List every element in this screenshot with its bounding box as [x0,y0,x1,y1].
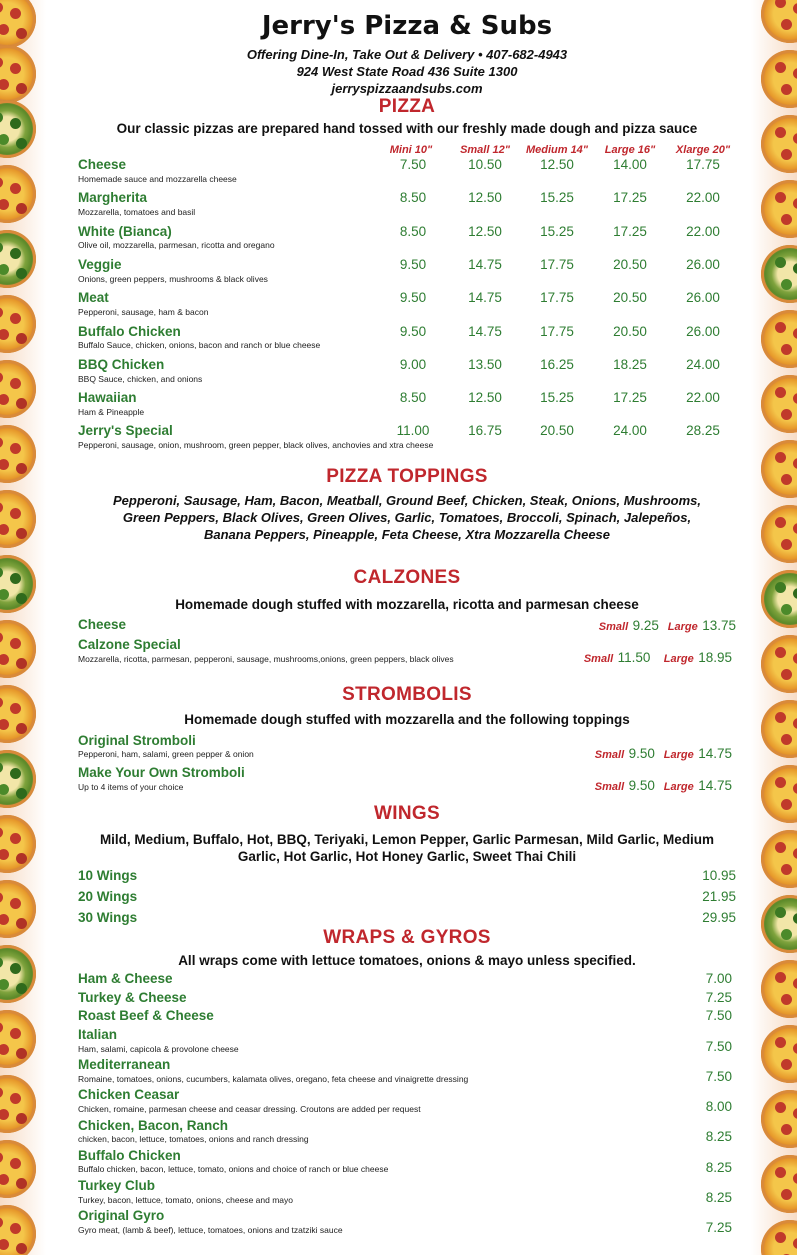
small-label: Small [594,781,625,793]
price-mini: 8.50 [399,190,427,205]
pizza-desc: Ham & Pineapple [78,407,145,417]
price-xlarge: 24.00 [686,357,720,372]
wrap-price: 8.25 [705,1160,732,1175]
size-large: Large 16" [604,144,656,156]
flavor-line: Mild, Medium, Buffalo, Hot, BBQ, Teriyaki, Lemon Pepper, Garlic Parmesan, Mild Garlic, Medium [99,832,715,847]
price-medium: 17.75 [540,290,574,305]
wrap-name: Italian [78,1027,118,1042]
large-label: Large [663,653,694,665]
stromboli-prices [595,745,732,763]
left-pizza-border [0,0,46,1255]
wrap-desc: Turkey, bacon, lettuce, tomato, onions, cheese and mayo [78,1195,293,1205]
price-xlarge: 26.00 [686,324,720,339]
strombolis-heading: STROMBOLIS [342,684,472,705]
wrap-price: 8.00 [705,1099,732,1114]
large-price: 18.95 [698,650,732,665]
small-label: Small [594,749,625,761]
large-price: 14.75 [698,778,732,793]
price-large: 20.50 [613,290,647,305]
toppings-heading: PIZZA TOPPINGS [326,466,488,487]
price-small: 12.50 [468,224,502,239]
price-small: 12.50 [468,190,502,205]
wrap-name: Chicken Ceasar [78,1087,180,1102]
wings-item: 20 Wings [78,889,138,904]
wrap-desc: Gyro meat, (lamb & beef), lettuce, tomatoes, onions and tzatziki sauce [78,1225,343,1235]
pizza-name: Meat [78,290,109,305]
price-small: 14.75 [468,290,502,305]
price-xlarge: 17.75 [686,157,720,172]
wrap-price: 7.25 [705,990,732,1005]
calzones-heading: CALZONES [353,567,461,588]
large-price: 13.75 [702,618,736,633]
pizza-name: Buffalo Chicken [78,324,181,339]
service-info: Offering Dine-In, Take Out & Delivery • 407-682-4943 [246,47,568,62]
pizza-description: Our classic pizzas are prepared hand tossed with our freshly made dough and pizza sauce [116,121,698,136]
wings-price: 29.95 [702,910,736,925]
price-large: 17.25 [613,190,647,205]
wrap-price: 7.50 [705,1039,732,1054]
size-small: Small 12" [460,144,510,156]
pizza-name: Cheese [78,157,127,172]
wrap-name: Chicken, Bacon, Ranch [78,1118,229,1133]
address: 924 West State Road 436 Suite 1300 [296,64,518,79]
price-small: 14.75 [468,324,502,339]
price-mini: 9.50 [399,324,427,339]
price-large: 17.25 [613,224,647,239]
stromboli-name: Make Your Own Stromboli [78,765,245,780]
calzone-desc: Mozzarella, ricotta, parmesan, pepperoni, sausage, mushrooms,onions, green peppers, black olives [78,654,454,664]
wrap-desc: Chicken, romaine, parmesan cheese and ceasar dressing. Croutons are added per request [78,1104,421,1114]
price-medium: 16.25 [540,357,574,372]
price-large: 17.25 [613,390,647,405]
calzones-description: Homemade dough stuffed with mozzarella, ricotta and parmesan cheese [175,597,639,612]
toppings-line: Pepperoni, Sausage, Ham, Bacon, Meatball, Ground Beef, Chicken, Steak, Onions, Mushrooms, [112,493,701,508]
wings-heading: WINGS [374,803,440,824]
pizza-name: Hawaiian [78,390,137,405]
pizza-name: White (Bianca) [78,224,172,239]
pizza-desc: Homemade sauce and mozzarella cheese [78,174,237,184]
wrap-name: Original Gyro [78,1208,165,1223]
price-small: 12.50 [468,390,502,405]
pizza-desc: BBQ Sauce, chicken, and onions [78,374,203,384]
size-medium: Medium 14" [525,144,589,156]
stromboli-prices [595,777,732,795]
website: jerryspizzaandsubs.com [331,81,483,96]
wrap-price: 7.50 [705,1069,732,1084]
price-large: 18.25 [613,357,647,372]
wrap-price: 8.25 [705,1129,732,1144]
wrap-desc: chicken, bacon, lettuce, tomatoes, onions and ranch dressing [78,1134,309,1144]
wrap-price: 8.25 [705,1190,732,1205]
wrap-name: Turkey Club [78,1178,156,1193]
price-medium: 15.25 [540,390,574,405]
strombolis-description: Homemade dough stuffed with mozzarella and the following toppings [184,712,630,727]
pizza-desc: Onions, green peppers, mushrooms & black olives [78,274,268,284]
small-price: 11.50 [617,650,651,665]
wrap-price: 7.25 [705,1220,732,1235]
right-pizza-border [751,0,797,1255]
wings-price: 21.95 [702,889,736,904]
price-mini: 7.50 [399,157,427,172]
price-xlarge: 26.00 [686,257,720,272]
price-small: 16.75 [468,423,502,438]
small-price: 9.50 [628,746,655,761]
price-xlarge: 26.00 [686,290,720,305]
price-large: 20.50 [613,324,647,339]
price-xlarge: 22.00 [686,390,720,405]
price-medium: 15.25 [540,190,574,205]
small-price: 9.50 [628,778,655,793]
calzone-name: Cheese [78,617,127,632]
price-large: 14.00 [613,157,647,172]
price-xlarge: 28.25 [686,423,720,438]
wrap-name: Buffalo Chicken [78,1148,181,1163]
price-medium: 20.50 [540,423,574,438]
wrap-desc: Buffalo chicken, bacon, lettuce, tomato, onions and choice of ranch or blue cheese [78,1164,389,1174]
price-mini: 8.50 [399,390,427,405]
price-mini: 9.50 [399,290,427,305]
wrap-name: Turkey & Cheese [78,990,187,1005]
price-large: 24.00 [613,423,647,438]
pizza-name: Jerry's Special [78,423,173,438]
price-mini: 9.50 [399,257,427,272]
pizza-heading: PIZZA [378,96,436,117]
wraps-description: All wraps come with lettuce tomatoes, onions & mayo unless specified. [178,953,636,968]
pizza-desc: Pepperoni, sausage, ham & bacon [78,307,209,317]
wrap-desc: Ham, salami, capicola & provolone cheese [78,1044,239,1054]
pizza-desc: Pepperoni, sausage, onion, mushroom, green pepper, black olives, anchovies and xtra cheese [78,440,434,450]
stromboli-desc: Up to 4 items of your choice [78,782,184,792]
flavor-line: Garlic, Hot Garlic, Hot Honey Garlic, Sweet Thai Chili [237,849,577,864]
stromboli-name: Original Stromboli [78,733,196,748]
size-xlarge: Xlarge 20" [675,144,731,156]
wings-price: 10.95 [702,868,736,883]
large-label: Large [663,749,694,761]
wrap-desc: Romaine, tomatoes, onions, cucumbers, kalamata olives, oregano, feta cheese and vinaigrette dressing [78,1074,469,1084]
wraps-heading: WRAPS & GYROS [323,927,491,948]
large-label: Large [667,621,698,633]
price-medium: 15.25 [540,224,574,239]
size-mini: Mini 10" [389,144,433,156]
wrap-name: Roast Beef & Cheese [78,1008,214,1023]
price-mini: 8.50 [399,224,427,239]
toppings-line: Banana Peppers, Pineapple, Feta Cheese, Xtra Mozzarella Cheese [203,527,611,542]
wings-item: 10 Wings [78,868,138,883]
toppings-line: Green Peppers, Black Olives, Green Olives, Garlic, Tomatoes, Broccoli, Spinach, Jalepeños, [122,510,692,525]
price-medium: 17.75 [540,257,574,272]
large-price: 14.75 [698,746,732,761]
price-mini: 9.00 [399,357,427,372]
price-small: 14.75 [468,257,502,272]
pizza-name: Margherita [78,190,148,205]
restaurant-title: Jerry's Pizza & Subs [261,11,553,41]
pizza-name: Veggie [78,257,122,272]
large-label: Large [663,781,694,793]
wrap-name: Mediterranean [78,1057,171,1072]
pizza-desc: Mozzarella, tomatoes and basil [78,207,196,217]
pizza-desc: Olive oil, mozzarella, parmesan, ricotta and oregano [78,240,275,250]
price-medium: 17.75 [540,324,574,339]
price-small: 10.50 [468,157,502,172]
wings-item: 30 Wings [78,910,138,925]
wrap-price: 7.00 [705,971,732,986]
price-xlarge: 22.00 [686,224,720,239]
wrap-price: 7.50 [705,1008,732,1023]
small-price: 9.25 [632,618,659,633]
pizza-name: BBQ Chicken [78,357,165,372]
price-small: 13.50 [468,357,502,372]
calzone-prices [599,617,736,635]
toppings-list [78,492,736,543]
wing-flavors [78,831,736,865]
price-medium: 12.50 [540,157,574,172]
pizza-desc: Buffalo Sauce, chicken, onions, bacon and ranch or blue cheese [78,340,321,350]
calzone-prices [584,649,732,667]
wrap-name: Ham & Cheese [78,971,173,986]
price-large: 20.50 [613,257,647,272]
small-label: Small [598,621,629,633]
calzone-name: Calzone Special [78,637,181,652]
small-label: Small [583,653,614,665]
stromboli-desc: Pepperoni, ham, salami, green pepper & onion [78,749,254,759]
price-mini: 11.00 [396,423,430,438]
price-xlarge: 22.00 [686,190,720,205]
